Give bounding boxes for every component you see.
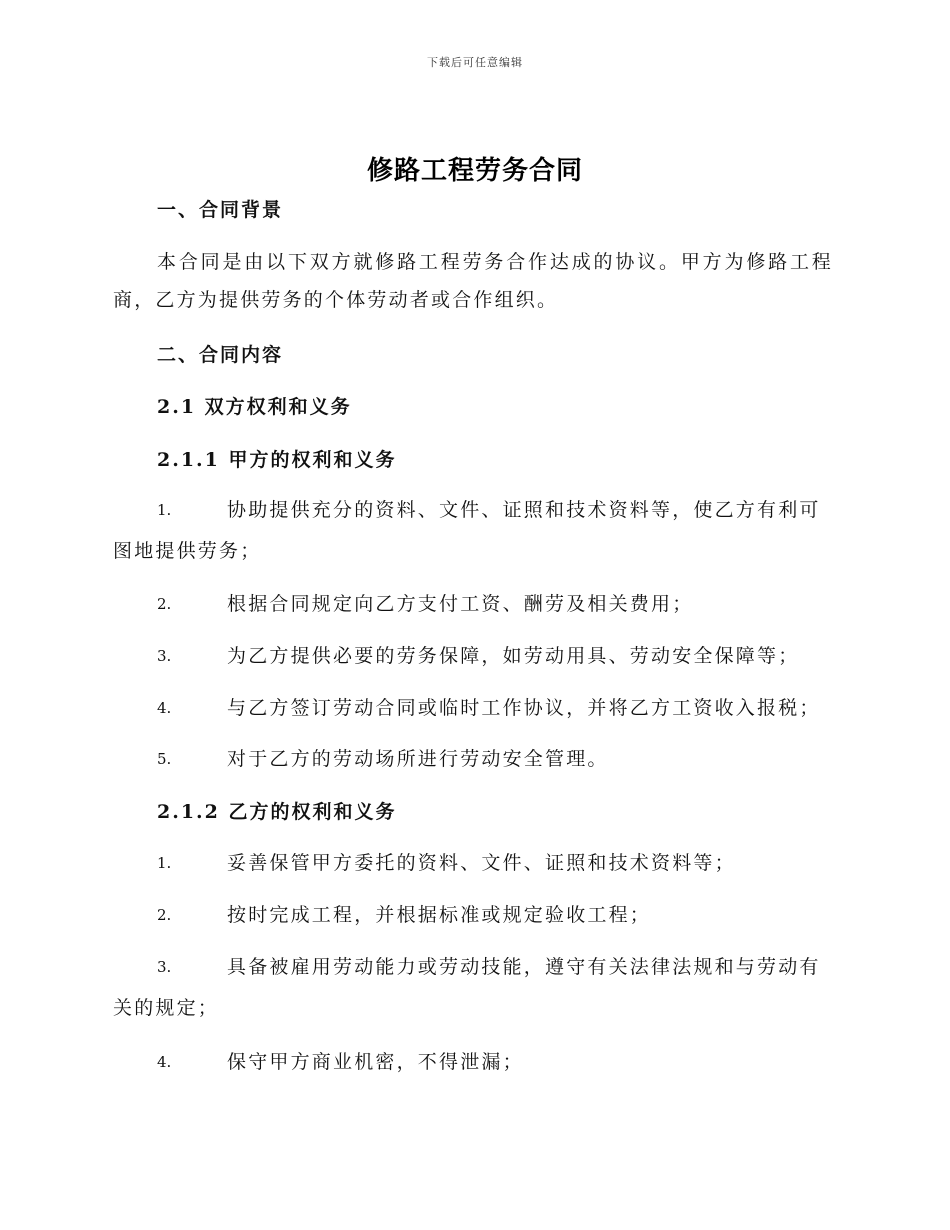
subsection-heading-2-1-2: 2.1.2 乙方的权利和义务 bbox=[157, 801, 397, 823]
header-note: 下载后可任意编辑 bbox=[427, 56, 523, 69]
list-item-number: 2. bbox=[157, 595, 172, 613]
list-item bbox=[113, 1042, 833, 1083]
subsection-heading-2-1-1: 2.1.1 甲方的权利和义务 bbox=[157, 449, 397, 471]
list-item-text: 为乙方提供必要的劳务保障，如劳动用具、劳动安全保障等； bbox=[227, 645, 800, 667]
section-heading-content: 二、合同内容 bbox=[157, 344, 284, 366]
list-item bbox=[113, 843, 833, 884]
list-item-number: 2. bbox=[157, 906, 172, 924]
list-item bbox=[113, 947, 833, 1029]
list-item-text: 按时完成工程，并根据标准或规定验收工程； bbox=[227, 904, 652, 926]
list-item bbox=[113, 490, 833, 572]
list-item-number: 4. bbox=[157, 1053, 172, 1071]
list-item-text: 根据合同规定向乙方支付工资、酬劳及相关费用； bbox=[227, 593, 694, 615]
list-item bbox=[113, 636, 833, 677]
list-item-text: 对于乙方的劳动场所进行劳动安全管理。 bbox=[227, 748, 609, 770]
list-item-text: 妥善保管甲方委托的资料、文件、证照和技术资料等； bbox=[227, 852, 736, 874]
list-item-number: 1. bbox=[157, 854, 172, 872]
section-heading-background: 一、合同背景 bbox=[157, 199, 284, 221]
list-item bbox=[113, 739, 833, 780]
list-item bbox=[113, 688, 833, 729]
list-item-number: 1. bbox=[157, 501, 172, 519]
list-item-number: 4. bbox=[157, 699, 172, 717]
list-item bbox=[113, 895, 833, 936]
subsection-heading-2-1: 2.1 双方权利和义务 bbox=[157, 396, 352, 418]
list-item-text: 具备被雇用劳动能力或劳动技能，遵守有关法律法规和与劳动有关的规定； bbox=[113, 956, 821, 1019]
list-item-number: 3. bbox=[157, 647, 172, 665]
document-title: 修路工程劳务合同 bbox=[366, 156, 583, 186]
list-item-text: 与乙方签订劳动合同或临时工作协议，并将乙方工资收入报税； bbox=[227, 697, 821, 719]
list-item-text: 保守甲方商业机密，不得泄漏； bbox=[227, 1051, 524, 1073]
list-item-number: 5. bbox=[157, 750, 172, 768]
list-item-text: 协助提供充分的资料、文件、证照和技术资料等，使乙方有利可图地提供劳务； bbox=[113, 499, 821, 562]
list-item bbox=[113, 584, 833, 625]
background-paragraph bbox=[113, 243, 833, 319]
paragraph-text: 本合同是由以下双方就修路工程劳务合作达成的协议。甲方为修路工程商，乙方为提供劳务的个体劳动者或合作组织。 bbox=[113, 251, 833, 311]
list-item-number: 3. bbox=[157, 958, 172, 976]
